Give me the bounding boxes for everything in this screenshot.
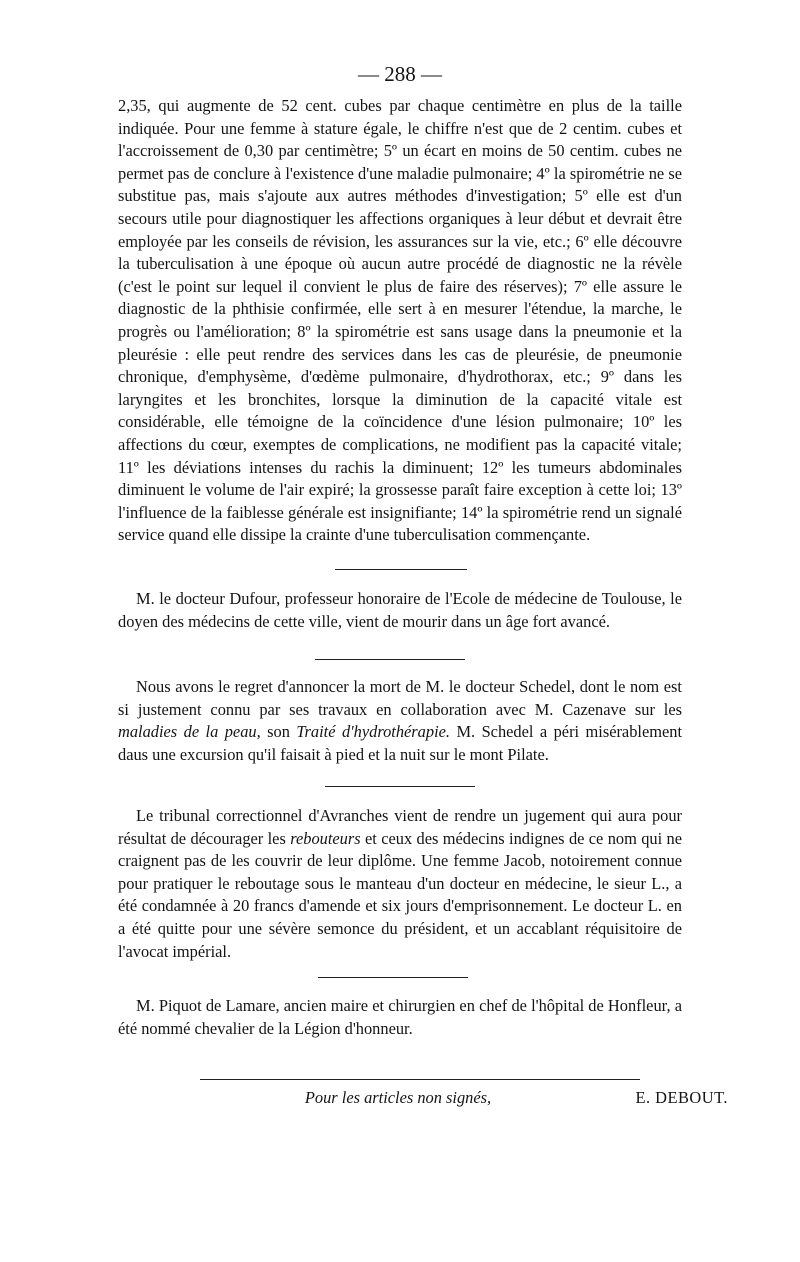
section-divider bbox=[335, 569, 467, 570]
schedel-text-part2: son bbox=[260, 722, 297, 742]
schedel-book-title-hydrotherapy: Traité d'hydrothérapie. bbox=[296, 722, 451, 742]
schedel-text-part3: M. Schedel a péri misérablement daus une excursion qu'il faisait à pied et la nuit sur le mont Pilate. bbox=[118, 722, 683, 764]
footer-rule bbox=[200, 1079, 640, 1080]
notice-schedel-death bbox=[118, 676, 682, 766]
avranches-text-part2: et ceux des médecins indignes de ce nom qui ne craignent pas de les couvrir de leur diplôme. Une femme Jacob, notoirement connue pour pratiquer le reboutage sous le manteau d'un docteur en médecine, le sieur L., a été condamnée à 20 francs d'amende et six jours d'emprisonnement. Le docteur L. en a été quitte pour une sévère semonce du président, et un accablant réquisitoire de l'avocat impérial. bbox=[118, 828, 683, 961]
section-divider bbox=[325, 786, 475, 787]
schedel-text-part1: Nous avons le regret d'annoncer la mort de M. le docteur Schedel, dont le nom est si justement connu par ses travaux en collaboration avec M. Cazenave sur les bbox=[118, 677, 682, 719]
section-divider bbox=[318, 977, 468, 978]
footer-note: Pour les articles non signés, bbox=[304, 1088, 492, 1107]
spirometry-conclusions-paragraph: 2,35, qui augmente de 52 cent. cubes par chaque centimètre en plus de la taille indiquée. Pour une femme à stature égale, le chiffre n'est que de 2 centim. cubes et l'accroissement de 0,30 par centimètre; 5º un écart en moins de 50 centim. cubes ne permet pas de conclure à l'existence d'une maladie pulmonaire; 4º la spirométrie ne se substitue pas, mais s'ajoute aux autres méthodes d'investigation; 5º elle est d'un secours utile pour diagnostiquer les affections organiques à leur début et devrait être employée par les conseils de révision, les assurances sur la vie, etc.; 6º elle découvre la tuberculisation à une époque où aucun autre procédé de diagnostic ne la révèle (c'est le point sur lequel il convient le plus de faire des réserves); 7º elle assure le diagnostic de la phthisie confirmée, elle sert à en mesurer l'étendue, la marche, le progrès ou l'amélioration; 8º la spirométrie est sans usage dans la pneumonie et la pleurésie : elle peut rendre des services dans les cas de pleurésie, de pneumonie chronique, d'emphysème, d'œdème pulmonaire, d'hydrothorax, etc.; 9º dans les laryngites et les bronchites, lorsque la diminution de la capacité vitale est considérable, elle témoigne de la coïncidence d'une lésion pulmonaire; 10º les affections du cœur, exemptes de complications, ne modifient pas la capacité vitale; 11º les déviations intenses du rachis la diminuent; 12º les tumeurs abdominales diminuent le volume de l'air expiré; la grossesse paraît faire exception à cette loi; 13º l'influence de la faiblesse générale est insignifiante; 14º la spirométrie rend un signalé service quand elle dissipe la crainte d'une tuberculisation commençante. bbox=[118, 96, 682, 545]
avranches-term-rebouteurs: rebouteurs bbox=[290, 828, 361, 848]
page-number: — 288 — bbox=[358, 62, 442, 86]
schedel-book-title-skin-diseases: maladies de la peau, bbox=[118, 722, 261, 742]
footer-author: E. DEBOUT. bbox=[635, 1088, 728, 1107]
notice-piquot-legion-honneur: M. Piquot de Lamare, ancien maire et chirurgien en chef de l'hôpital de Honfleur, a été nommé chevalier de la Légion d'honneur. bbox=[118, 996, 682, 1038]
notice-dufour-death: M. le docteur Dufour, professeur honoraire de l'Ecole de médecine de Toulouse, le doyen des médecins de cette ville, vient de mourir dans un âge fort avancé. bbox=[118, 589, 682, 631]
notice-avranches-tribunal bbox=[118, 805, 682, 963]
section-divider bbox=[315, 659, 465, 660]
avranches-text-part1: Le tribunal correctionnel d'Avranches vient de rendre un jugement qui aura pour résultat de décourager les bbox=[118, 806, 682, 848]
